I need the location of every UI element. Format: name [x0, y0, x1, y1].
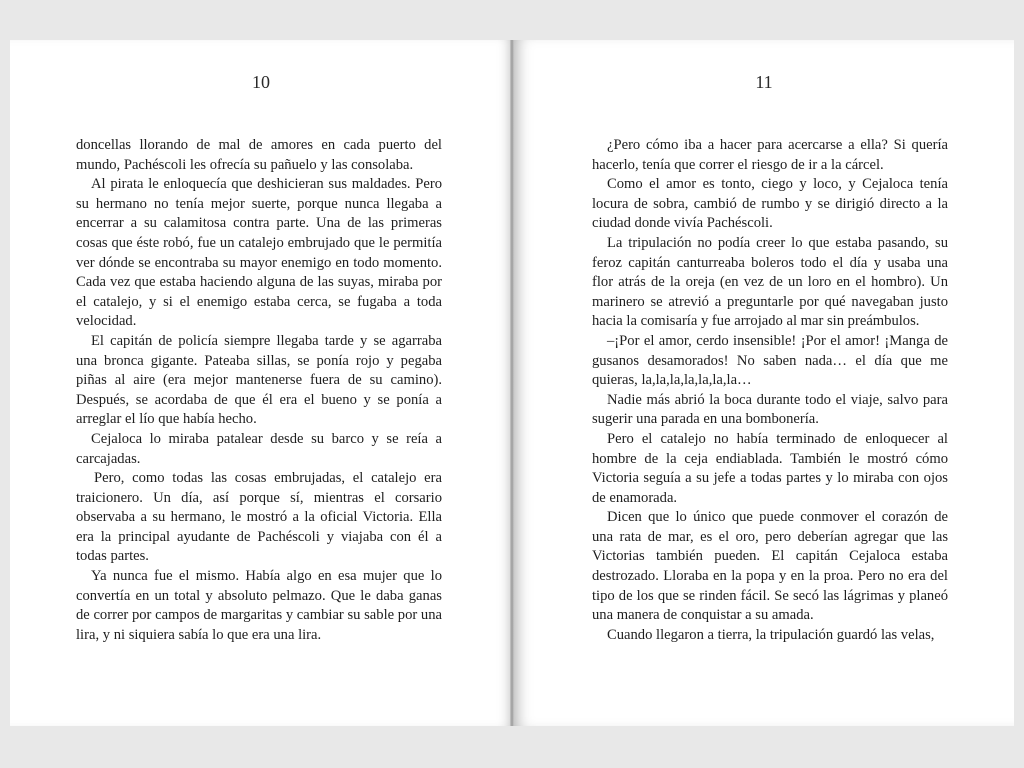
paragraph: El capitán de policía siempre llegaba tarde y se agarraba una bronca gigante. Pateaba sillas, se ponía rojo y pegaba piñas al aire (era mejor mantenerse fuera de su camino). Después, se acordaba de que él era el bueno y se ponía a arreglar el lío que había hecho. — [76, 332, 442, 428]
paragraph: Pero, como todas las cosas embrujadas, el catalejo era traicionero. Un día, así porque sí, mientras el corsario observaba a su hermano, le mostró a la oficial Victoria. Ella era la principal ayudante de Pachéscoli y viajaba con él a todas partes. — [76, 470, 442, 565]
paragraph: ¿Pero cómo iba a hacer para acercarse a ella? Si quería hacerlo, tenía que correr el riesgo de ir a la cárcel. — [592, 137, 948, 173]
paragraph: Dicen que lo único que puede conmover el corazón de una rata de mar, es el oro, pero deberían agregar que las Victorias también pueden. El capitán Cejaloca estaba destrozado. Lloraba en la popa y en la proa. Pero no era del tipo de los que se rinden fácil. Se secó las lágrimas y planeó una manera de conquistar a su amada. — [592, 509, 948, 624]
paragraph: Cejaloca lo miraba patalear desde su barco y se reía a carcajadas. — [76, 430, 442, 467]
left-page — [10, 40, 512, 726]
right-page-text — [592, 136, 948, 645]
paragraph: Al pirata le enloquecía que deshicieran sus maldades. Pero su hermano no tenía mejor suerte, porque nunca llegaba a encerrar a su calamitosa contra parte. Una de las primeras cosas que éste robó, fue un catalejo embrujado que le permitía ver dónde se encontraba su mayor enemigo en todo momento. Cada vez que estaba haciendo alguna de las suyas, miraba por el catalejo, y si el enemigo estaba cerca, se fugaba a toda velocidad. — [76, 176, 442, 330]
paragraph: La tripulación no podía creer lo que estaba pasando, su feroz capitán canturreaba boleros todo el día y usaba una flor atrás de la oreja (en vez de un loro en el hombro). Un marinero se atrevió a preguntarle por qué navegaban justo hacia la comisaría y fue arrojado al mar sin preámbulos. — [592, 234, 948, 330]
paragraph: doncellas llorando de mal de amores en cada puerto del mundo, Pachéscoli les ofrecía su pañuelo y las consolaba. — [76, 137, 442, 173]
paragraph: Nadie más abrió la boca durante todo el viaje, salvo para sugerir una parada en una bombonería. — [592, 391, 948, 428]
page-number-left: 10 — [252, 72, 270, 92]
paragraph: –¡Por el amor, cerdo insensible! ¡Por el amor! ¡Manga de gusanos desamorados! No saben nada… el día que me quieras, la,la,la,la,la,la,la… — [592, 332, 948, 389]
paragraph: Como el amor es tonto, ciego y loco, y Cejaloca tenía locura de sobra, cambió de rumbo y se dirigió directo a la ciudad donde vivía Pachéscoli. — [592, 176, 948, 232]
right-page — [514, 40, 1014, 726]
page-number-right: 11 — [755, 72, 773, 92]
left-page-text — [76, 136, 442, 645]
paragraph: Pero el catalejo no había terminado de enloquecer al hombre de la ceja endiablada. También le mostró cómo Victoria seguía a su jefe a todas partes y lo miraba con ojos de enamorada. — [592, 430, 948, 506]
paragraph: Cuando llegaron a tierra, la tripulación guardó las velas, — [607, 626, 935, 643]
paragraph: Ya nunca fue el mismo. Había algo en esa mujer que lo convertía en un total y absoluto pelmazo. Que le daba ganas de correr por campos de margaritas y cambiar su sable por una lira, y ni siquiera sabía lo que era una lira. — [76, 568, 442, 643]
